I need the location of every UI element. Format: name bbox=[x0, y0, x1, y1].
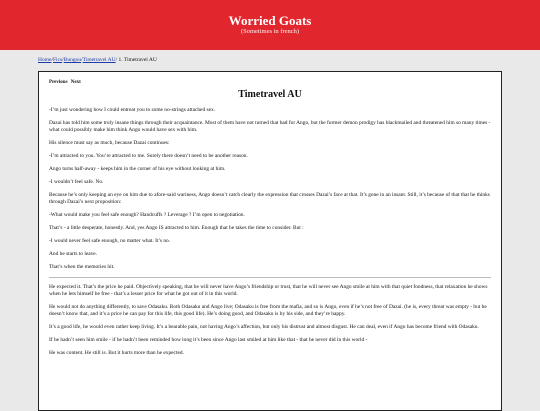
paragraph: Dazai has told him some truly insane things through their acquaintance. Most of them have not turned that bad for Ango, but the former demon prodigy has blackmailed and threatened him so many times - what could possibly make him think Ango would have sex with him. bbox=[49, 120, 491, 133]
breadcrumb-fandom-link[interactable]: Bungou bbox=[63, 57, 82, 63]
paragraph: That’s when the memories hit. bbox=[49, 264, 115, 271]
breadcrumb-fics-link[interactable]: Fics bbox=[52, 57, 63, 63]
paragraph: It’s a good life, he would even rather keep living. It’s a bearable pain, not having Ango’s affection, but only his distrust and almost disgust. He can deal, even if Ango has become friend with Odasaku. bbox=[49, 323, 479, 330]
section-divider bbox=[49, 277, 491, 278]
paragraph: If he hadn’t seen him smile - if he hadn’t been reminded how long it’s been since Ango last smiled at him like that - that he never did in this world - bbox=[49, 336, 368, 343]
site-title[interactable]: Worried Goats bbox=[228, 13, 312, 28]
breadcrumb: Home/Fics/Bungou/Timetravel AU/ 1. Timetravel AU bbox=[38, 57, 157, 63]
paragraph: That’s - a little desperate, honestly. And, yes Ango IS attracted to him. Enough that he takes the time to consider. But : bbox=[49, 224, 304, 231]
chapter-nav bbox=[49, 80, 491, 85]
paragraph: -I’m just wondering how I could entreat you to some no-strings attached sex. bbox=[49, 107, 216, 113]
chapter-content bbox=[38, 71, 502, 411]
paragraph: And he starts to leave. bbox=[49, 251, 98, 258]
breadcrumb-home-link[interactable]: Home bbox=[38, 57, 52, 63]
paragraph: -I’m attracted to you. You’re attracted to me. Surely there doesn’t need to be another reason. bbox=[49, 152, 248, 159]
paragraph: -What would make you feel safe enough? Handcuffs ? Leverage ? I’m open to negotiation. bbox=[49, 211, 245, 218]
paragraph: -I wouldn’t feel safe. No. bbox=[49, 179, 104, 186]
paragraph: He was content. He still is. But it hurts more than he expected. bbox=[49, 349, 184, 356]
paragraph: He would not do anything differently, to save Odasaku. Both Odasaku and Ango live; Odasaku is free from the mafia, and so is Ango, even if he’s not free of Dazai. (he is, every threat was empty - but he doesn’t know that, and it’s a price he can pay for this life, this good life). He’s doing good, and Odasaku is by his side, and they’re happy. bbox=[49, 304, 487, 317]
site-subtitle: (Sometimes in french) bbox=[240, 28, 300, 35]
paragraph: Because he’s only keeping an eye on him due to afore-said wariness, Ango doesn’t catch clearly the expression that crosses Dazai’s face at that. It’s gone in an insant. Still, it’s because of that that he thinks through Dazai’s next proposition: bbox=[49, 192, 490, 205]
paragraph: -I would never feel safe enough, no matter what. It’s no. bbox=[49, 238, 171, 245]
paragraph: His silence must say as much, because Dazai continues: bbox=[49, 139, 170, 146]
next-link[interactable]: Next bbox=[70, 80, 81, 85]
paragraph: He expected it. That’s the price he paid. Objectively speaking, that he will never have Ango’s friendship or trust, that he will never see Ango smile at him with that quiet fondness, that relaxation he shows when he lets himself be free - that’s a lesser price for what he got out of it in this world. bbox=[49, 284, 488, 297]
previous-link[interactable]: Previous bbox=[49, 80, 68, 85]
site-header bbox=[0, 0, 540, 50]
work-title: Timetravel AU bbox=[238, 89, 302, 100]
breadcrumb-series-link[interactable]: Timetravel AU bbox=[82, 57, 116, 63]
paragraph: Ango turns half-away - keeps him in the corner of his eye without looking at him. bbox=[49, 165, 226, 172]
breadcrumb-current: / 1. Timetravel AU bbox=[115, 57, 157, 63]
